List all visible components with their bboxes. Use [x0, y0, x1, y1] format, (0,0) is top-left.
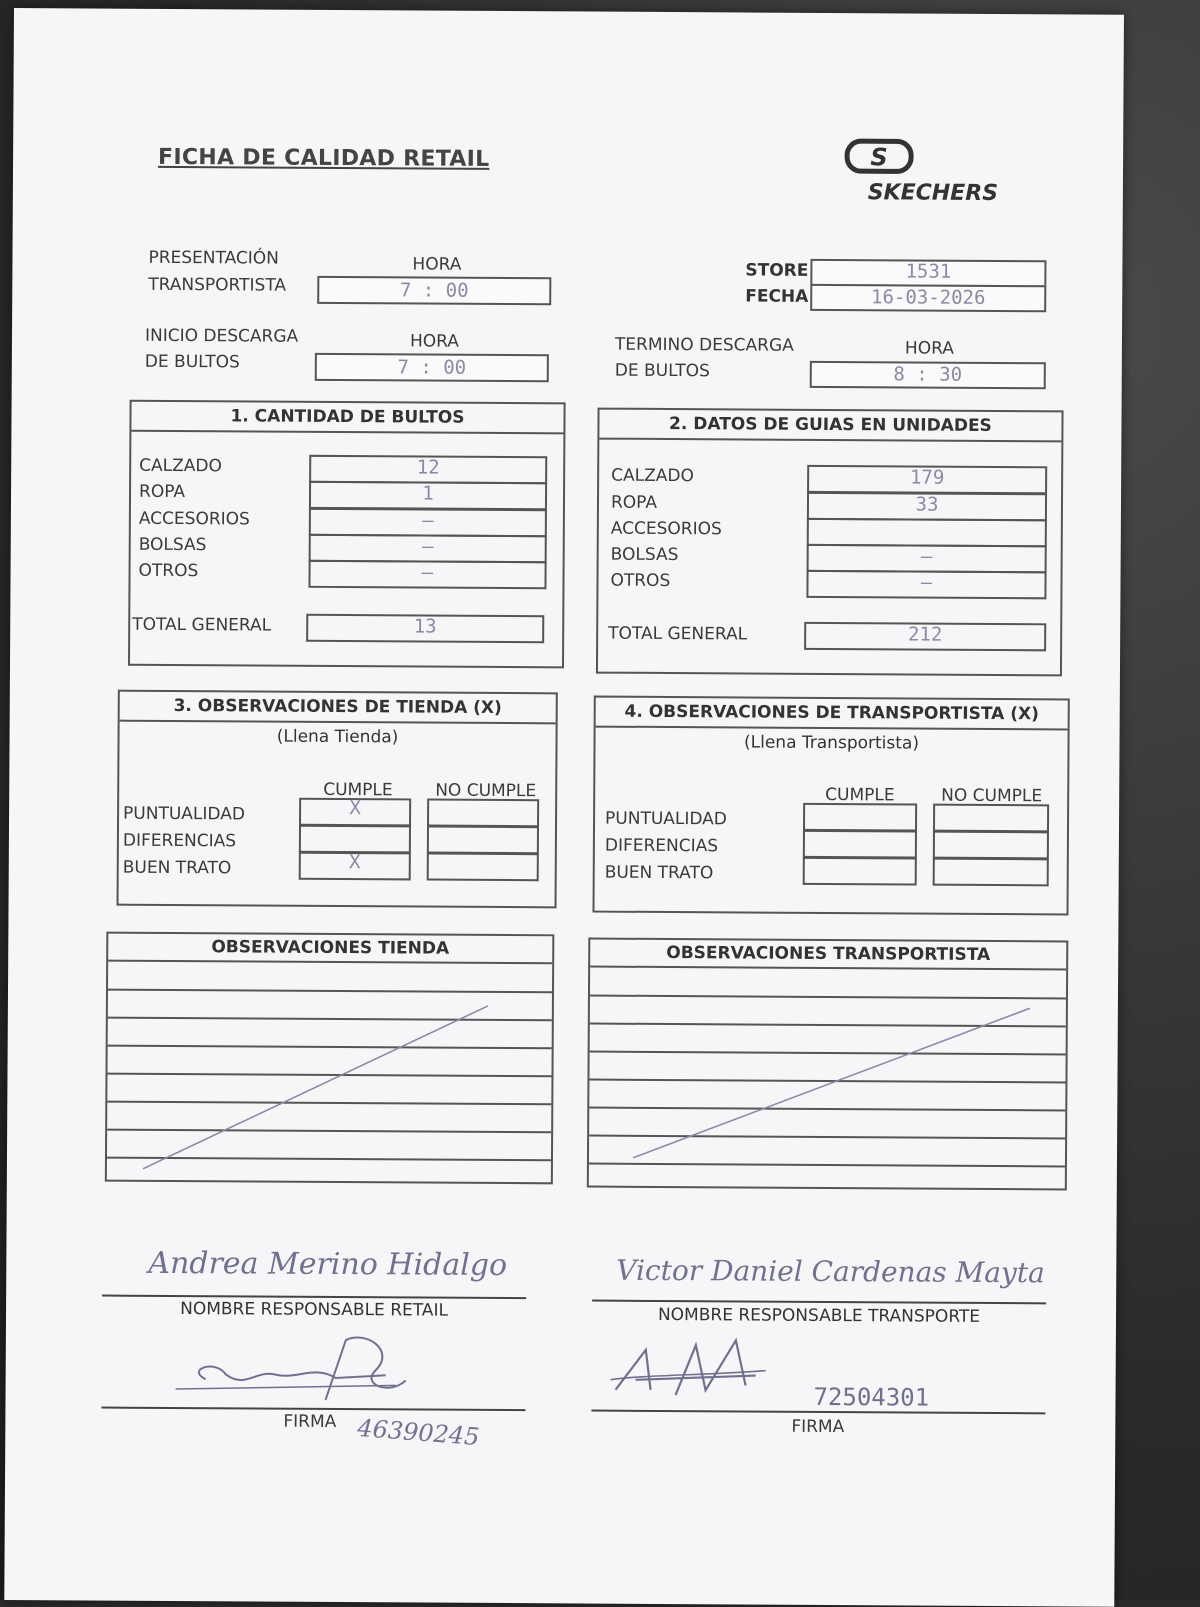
section-1-row-label: ACCESORIOS	[138, 508, 250, 530]
section-1-row-value: —	[422, 509, 434, 532]
section-3-subtitle: (Llena Tienda)	[276, 726, 399, 748]
section-1-row-label: OTROS	[138, 560, 199, 582]
section-1-row-label: ROPA	[138, 481, 186, 503]
section-4-cumple-checkbox[interactable]	[803, 830, 917, 859]
observaciones-transportista-box[interactable]	[587, 938, 1069, 1191]
form-title: FICHA DE CALIDAD RETAIL	[158, 144, 490, 172]
section-2-row-label: ROPA	[610, 492, 658, 513]
section-2-total-value: 212	[907, 623, 943, 646]
transport-signature	[605, 1330, 785, 1411]
section-2-row-value: 33	[915, 493, 939, 516]
termino-label-1: TERMINO DESCARGA	[614, 334, 794, 356]
fecha-value: 16-03-2026	[870, 286, 986, 309]
inicio-hora-value: 7 : 00	[397, 356, 467, 379]
section-2-row-label: BOLSAS	[610, 544, 679, 566]
strike-line	[589, 940, 1071, 1193]
section-2-title: 2. DATOS DE GUIAS EN UNIDADES	[599, 410, 1061, 443]
transport-firma-label: FIRMA	[791, 1416, 845, 1438]
retail-id-handwritten: 46390245	[356, 1413, 481, 1452]
section-3-no-cumple-checkbox[interactable]	[427, 799, 539, 828]
termino-hora-value: 8 : 30	[893, 363, 963, 386]
fecha-label: FECHA	[745, 286, 809, 307]
section-1-total-value: 13	[413, 615, 437, 638]
section-4-no-cumple-checkbox[interactable]	[933, 804, 1049, 833]
section-4-subtitle: (Llena Transportista)	[743, 732, 920, 754]
section-3-title: 3. OBSERVACIONES DE TIENDA (X)	[120, 692, 556, 725]
presentacion-hora-label: HORA	[412, 254, 462, 275]
section-1-row-value: —	[421, 561, 434, 584]
observaciones-tienda-box[interactable]	[105, 932, 555, 1185]
retail-firma-line	[101, 1407, 525, 1412]
section-4-cumple-checkbox[interactable]	[803, 857, 917, 886]
quality-form-sheet	[4, 8, 1124, 1607]
section-4-row-label: BUEN TRATO	[604, 862, 714, 884]
section-3-no-cumple-checkbox[interactable]	[427, 853, 539, 882]
presentacion-label-1: PRESENTACIÓN	[148, 247, 279, 269]
svg-text:SKECHERS: SKECHERS	[867, 180, 999, 207]
section-1-title: 1. CANTIDAD DE BULTOS	[131, 402, 563, 435]
inicio-label-1: INICIO DESCARGA	[144, 325, 299, 347]
section-1-row-label: CALZADO	[139, 455, 222, 477]
section-1-total-label: TOTAL GENERAL	[132, 614, 272, 636]
presentacion-hora-value: 7 : 00	[399, 279, 469, 302]
transport-name-handwritten: Victor Daniel Cardenas Mayta	[616, 1253, 1045, 1290]
section-4-row-label: PUNTUALIDAD	[604, 808, 727, 830]
section-3-no-cumple-checkbox[interactable]	[427, 826, 539, 855]
section-4-title: 4. OBSERVACIONES DE TRANSPORTISTA (X)	[596, 698, 1068, 731]
retail-name-handwritten: Andrea Merino Hidalgo	[148, 1245, 508, 1284]
section-3-cumple-mark: X	[348, 851, 361, 874]
section-3-cumple-label: CUMPLE	[323, 779, 393, 801]
section-2-total-label: TOTAL GENERAL	[608, 623, 748, 645]
section-4-no-cumple-checkbox[interactable]	[933, 858, 1049, 887]
section-1-row-value: —	[421, 535, 434, 558]
inicio-label-2: DE BULTOS	[144, 351, 240, 373]
section-3-row-label: PUNTUALIDAD	[123, 803, 246, 825]
observaciones-transportista-title: OBSERVACIONES TRANSPORTISTA	[590, 940, 1066, 971]
section-2-row-label: CALZADO	[611, 465, 694, 487]
transport-id-handwritten: 72504301	[813, 1382, 930, 1412]
transport-name-line	[592, 1300, 1046, 1305]
termino-hora-label: HORA	[904, 338, 954, 359]
termino-label-2: DE BULTOS	[614, 360, 710, 382]
strike-line	[107, 934, 557, 1187]
store-value: 1531	[905, 260, 952, 283]
section-4-no-cumple-label: NO CUMPLE	[941, 785, 1043, 807]
section-1-row-value: 1	[422, 482, 434, 505]
skechers-logo	[833, 135, 1033, 206]
retail-signature	[155, 1329, 425, 1411]
section-3-no-cumple-label: NO CUMPLE	[435, 780, 537, 802]
section-2-row-value: —	[920, 545, 933, 568]
section-4-row-label: DIFERENCIAS	[604, 835, 719, 857]
section-1-row-label: BOLSAS	[138, 534, 207, 556]
section-4-cumple-label: CUMPLE	[825, 784, 895, 806]
section-2-row-value: —	[920, 571, 933, 594]
presentacion-label-2: TRANSPORTISTA	[148, 274, 287, 296]
inicio-hora-label: HORA	[409, 331, 459, 352]
section-4-cumple-checkbox[interactable]	[803, 803, 917, 832]
retail-name-label: NOMBRE RESPONSABLE RETAIL	[180, 1299, 449, 1321]
svg-text:S: S	[870, 143, 888, 172]
transport-name-label: NOMBRE RESPONSABLE TRANSPORTE	[657, 1304, 981, 1327]
section-2-row-value: 179	[909, 466, 945, 489]
section-2-row-label: OTROS	[610, 570, 671, 592]
section-2-row-label: ACCESORIOS	[610, 518, 722, 540]
retail-firma-label: FIRMA	[283, 1411, 337, 1432]
observaciones-tienda-title: OBSERVACIONES TIENDA	[108, 934, 552, 965]
section-4-no-cumple-checkbox[interactable]	[933, 831, 1049, 860]
section-3-row-label: BUEN TRATO	[122, 857, 232, 879]
section-2-row-cell[interactable]	[807, 518, 1047, 547]
section-3-row-label: DIFERENCIAS	[122, 830, 237, 852]
section-1-row-value: 12	[416, 456, 440, 479]
section-3-cumple-mark: X	[349, 797, 361, 820]
store-label: STORE	[745, 260, 809, 281]
section-3-cumple-checkbox[interactable]	[299, 825, 411, 854]
